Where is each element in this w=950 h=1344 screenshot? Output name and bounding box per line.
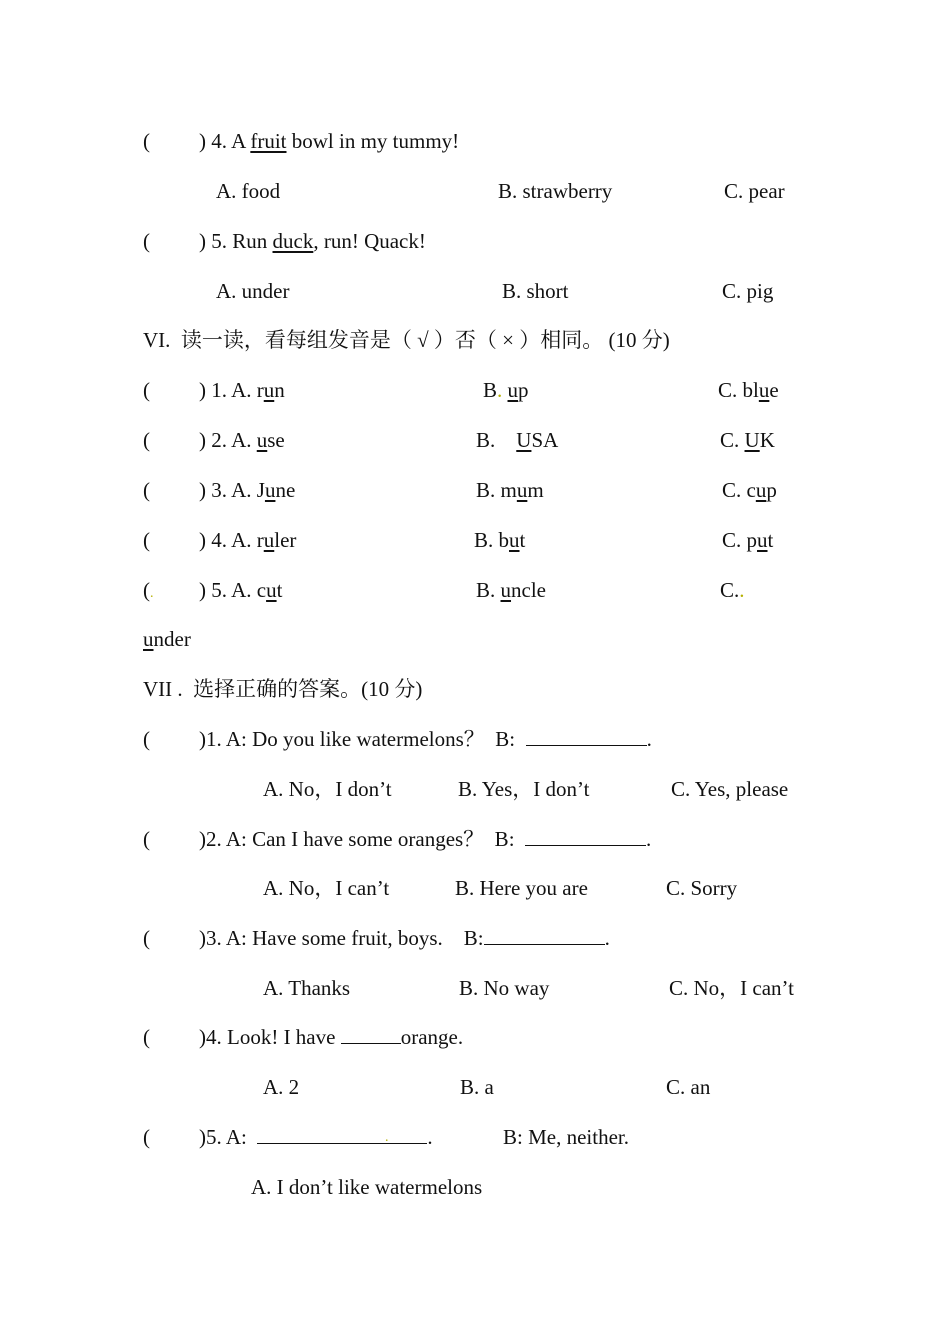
option-c-wrapped-text: under <box>143 627 191 651</box>
answer-paren[interactable]: ( <box>143 129 150 153</box>
question-stem: )3. A: Have some fruit, boys. B: . <box>199 926 610 950</box>
answer-paren[interactable]: ( <box>143 378 150 402</box>
option-c[interactable]: C. Yes, please <box>671 777 789 801</box>
answer-blank[interactable] <box>257 1125 427 1144</box>
answer-paren[interactable]: ( <box>143 926 150 950</box>
option-c[interactable]: C. pear <box>724 179 785 203</box>
option-c[interactable]: C.. <box>720 578 745 602</box>
option-a[interactable]: ) 2. A. use <box>199 428 285 452</box>
answer-blank[interactable] <box>484 926 605 945</box>
option-a[interactable]: A. No，I can’t <box>263 876 390 900</box>
option-c[interactable]: C. put <box>722 528 774 552</box>
option-b[interactable]: B. mum <box>476 478 544 502</box>
answer-paren[interactable]: ( <box>143 1025 150 1049</box>
answer-blank[interactable] <box>526 727 647 746</box>
option-a[interactable]: ) 5. A. cut <box>199 578 283 602</box>
option-a[interactable]: A. food <box>216 179 281 203</box>
yellow-mark: . <box>385 1130 389 1145</box>
option-c[interactable]: C. an <box>666 1075 711 1099</box>
answer-blank[interactable] <box>341 1025 401 1044</box>
option-c[interactable]: C. blue <box>718 378 779 402</box>
answer-paren[interactable]: ( <box>143 528 150 552</box>
answer-paren[interactable]: ( <box>143 827 150 851</box>
option-b[interactable]: B. No way <box>459 976 550 1000</box>
option-a[interactable]: ) 3. A. June <box>199 478 296 502</box>
option-b[interactable]: B. up <box>483 378 529 402</box>
option-c[interactable]: C. cup <box>722 478 777 502</box>
option-c[interactable]: C. pig <box>722 279 774 303</box>
option-a[interactable]: ) 4. A. ruler <box>199 528 297 552</box>
option-a[interactable]: A. No，I don’t <box>263 777 392 801</box>
question-stem: )2. A: Can I have some oranges？ B: . <box>199 827 652 851</box>
question-stem: ) 4. A fruit bowl in my tummy! <box>199 129 460 153</box>
option-b[interactable]: B. a <box>460 1075 494 1099</box>
option-a[interactable]: A. under <box>216 279 290 303</box>
option-c[interactable]: C. UK <box>720 428 775 452</box>
answer-paren[interactable]: ( <box>143 229 150 253</box>
option-a[interactable]: A. 2 <box>263 1075 300 1099</box>
option-a[interactable]: A. I don’t like watermelons <box>251 1175 483 1199</box>
reply-text: B: Me, neither. <box>503 1125 629 1149</box>
question-stem: )1. A: Do you like watermelons？ B: . <box>199 727 652 751</box>
option-b[interactable]: B. strawberry <box>498 179 613 203</box>
section-heading-vii: VII . 选择正确的答案。(10 分) <box>143 677 423 701</box>
answer-paren[interactable]: (. <box>143 578 154 602</box>
option-c[interactable]: C. No，I can’t <box>669 976 795 1000</box>
option-a[interactable]: ) 1. A. run <box>199 378 285 402</box>
question-stem: )5. A: . <box>199 1125 433 1149</box>
answer-paren[interactable]: ( <box>143 478 150 502</box>
answer-blank[interactable] <box>525 827 646 846</box>
option-b[interactable]: B. but <box>474 528 526 552</box>
answer-paren[interactable]: ( <box>143 1125 150 1149</box>
option-b[interactable]: B. Yes，I don’t <box>458 777 590 801</box>
option-b[interactable]: B. uncle <box>476 578 546 602</box>
section-heading-vi: VI. 读一读，看每组发音是（ √ ）否（ × ）相同。 (10 分) <box>143 328 670 352</box>
answer-paren[interactable]: ( <box>143 727 150 751</box>
option-b[interactable]: B. USA <box>476 428 559 452</box>
option-b[interactable]: B. Here you are <box>455 876 588 900</box>
question-stem: )4. Look! I have orange. <box>199 1025 464 1049</box>
option-c[interactable]: C. Sorry <box>666 876 738 900</box>
option-b[interactable]: B. short <box>502 279 569 303</box>
question-stem: ) 5. Run duck, run! Quack! <box>199 229 426 253</box>
option-a[interactable]: A. Thanks <box>263 976 351 1000</box>
answer-paren[interactable]: ( <box>143 428 150 452</box>
